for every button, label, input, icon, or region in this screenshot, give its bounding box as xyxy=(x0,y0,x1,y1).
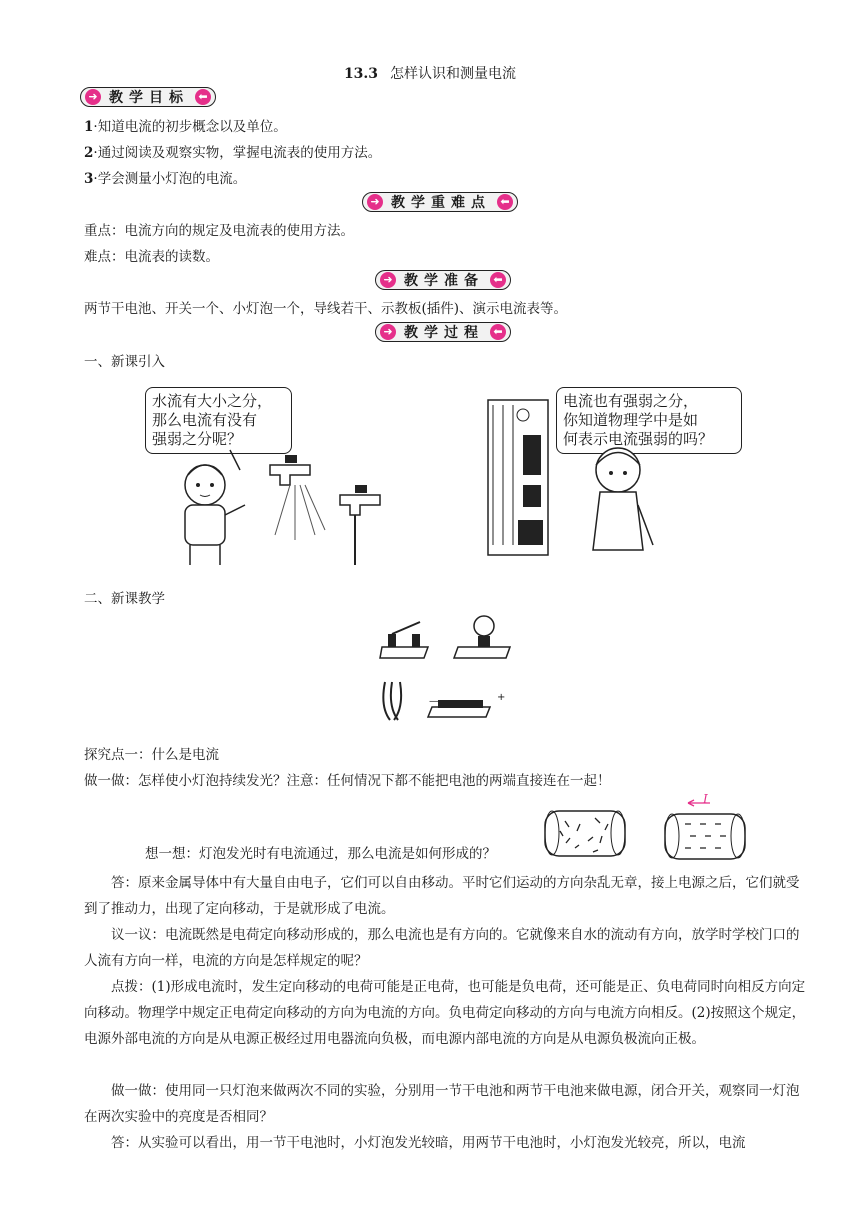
current-symbol-label: I xyxy=(703,792,708,806)
difficulty-text: 难点：电流表的读数。 xyxy=(84,249,219,265)
conductor-illustration xyxy=(540,796,750,861)
tip-paragraph: 点拨：(1)形成电流时，发生定向移动的电荷可能是正电荷，也可能是负电荷，还可能是正、负电荷同时向相反方向定向移动。物理学中规定正电荷定向移动的方向为电流的方向。负电荷定向移动的方向与电流方向相反。(2)按照这个规定，电源外部电流的方向是从电源正极经过用电器流向负极，而电源内部电流的方向是从电源负极流向正极。 xyxy=(84,979,806,1047)
banner-label: 教学目标 xyxy=(109,90,189,106)
arrow-left-icon: ⬅ xyxy=(195,89,211,105)
bulb-icon xyxy=(454,616,510,658)
random-electrons-conductor-icon xyxy=(545,811,625,856)
boy-faucet-illustration xyxy=(160,440,360,570)
banner-key-points xyxy=(362,192,518,212)
arrow-right-icon: ➜ xyxy=(85,89,101,105)
prep-text: 两节干电池、开关一个、小灯泡一个，导线若干、示教板(插件)、演示电流表等。 xyxy=(84,301,568,317)
faucet-icon xyxy=(270,455,325,540)
banner-label: 教学重难点 xyxy=(391,195,491,211)
answer-paragraph: 答：从实验可以看出，用一节干电池时，小灯泡发光较暗，用两节干电池时，小灯泡发光较亮，所以，电流 xyxy=(111,1135,746,1151)
apparatus-illustration xyxy=(380,612,520,722)
focus-text: 重点：电流方向的规定及电流表的使用方法。 xyxy=(84,223,354,239)
arrow-right-icon: ➜ xyxy=(380,324,396,340)
title-text: 怎样认识和测量电流 xyxy=(390,66,517,82)
explore-heading: 探究点一：什么是电流 xyxy=(84,747,219,763)
goal-item: 3·学会测量小灯泡的电流。 xyxy=(84,171,247,187)
battery-minus-sign: — xyxy=(429,696,439,707)
battery-plus-sign: + xyxy=(497,692,506,703)
arrow-left-icon: ⬅ xyxy=(490,272,506,288)
speech-bubble-left: 水流有大小之分， 那么电流有没有 强弱之分呢？ xyxy=(145,387,292,454)
banner-label: 教学准备 xyxy=(404,273,484,289)
do-paragraph: 做一做：使用同一只灯泡来做两次不同的实验，分别用一节干电池和两节干电池来做电源，闭合开关，观察同一灯泡在两次实验中的亮度是否相同？ xyxy=(84,1083,800,1125)
faucet-icon xyxy=(340,485,380,565)
circuit-board-icon xyxy=(488,400,548,555)
section-number: 13.3 xyxy=(343,66,379,82)
directed-electrons-conductor-icon xyxy=(665,800,745,859)
section-heading: 二、新课教学 xyxy=(84,591,165,607)
arrow-left-icon: ⬅ xyxy=(490,324,506,340)
discuss-paragraph: 议一议：电流既然是电荷定向移动形成的，那么电流也是有方向的。它就像来自水的流动有方向，放学时学校门口的人流有方向一样，电流的方向是怎样规定的呢？ xyxy=(84,927,800,969)
arrow-right-icon: ➜ xyxy=(367,194,383,210)
wires-icon xyxy=(383,682,401,720)
speech-bubble-right: 电流也有强弱之分， 你知道物理学中是如 何表示电流强弱的吗？ xyxy=(556,387,742,454)
circuit-girl-illustration xyxy=(478,395,658,565)
goal-item: 1·知道电流的初步概念以及单位。 xyxy=(84,119,287,135)
switch-icon xyxy=(380,622,428,658)
banner-process xyxy=(375,322,511,342)
arrow-right-icon: ➜ xyxy=(380,272,396,288)
do-text: 做一做：怎样使小灯泡持续发光？注意：任何情况下都不能把电池的两端直接连在一起！ xyxy=(84,773,611,789)
section-heading: 一、新课引入 xyxy=(84,354,165,370)
arrow-left-icon: ⬅ xyxy=(497,194,513,210)
answer-paragraph: 答：原来金属导体中有大量自由电子，它们可以自由移动。平时它们运动的方向杂乱无章，接上电源之后，它们就受到了推动力，出现了定向移动，于是就形成了电流。 xyxy=(84,875,800,917)
page-title xyxy=(0,63,860,83)
banner-label: 教学过程 xyxy=(404,325,484,341)
boy-icon xyxy=(185,465,245,565)
banner-preparation xyxy=(375,270,511,290)
girl-icon xyxy=(593,448,653,550)
banner-teaching-goals xyxy=(80,87,216,107)
goal-item: 2·通过阅读及观察实物，掌握电流表的使用方法。 xyxy=(84,145,382,161)
think-text: 想一想：灯泡发光时有电流通过，那么电流是如何形成的？ xyxy=(145,846,496,862)
